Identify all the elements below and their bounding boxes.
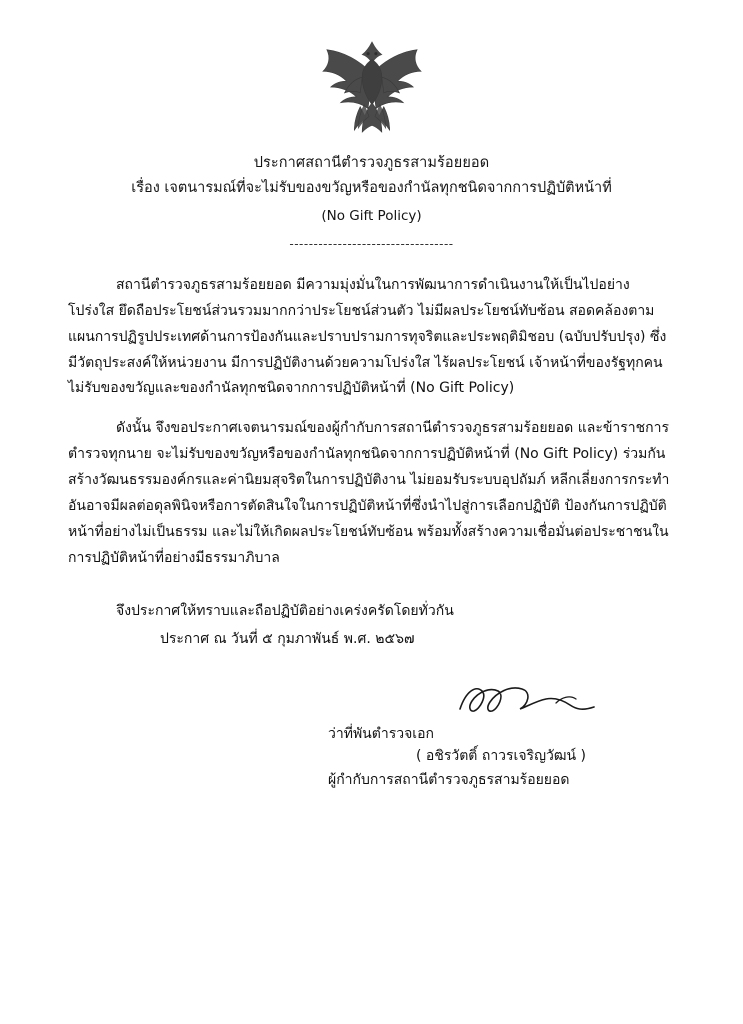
closing-statement: จึงประกาศให้ทราบและถือปฏิบัติอย่างเคร่งครัดโดยทั่วกัน <box>116 602 454 619</box>
signature-mark <box>452 679 602 723</box>
divider: ---------------------------------- <box>289 236 454 251</box>
paragraph: สถานีตำรวจภูธรสามร้อยยอด มีความมุ่งมั่นในการพัฒนาการดำเนินงานให้เป็นไปอย่างโปร่งใส ยึดถือประโยชน์ส่วนรวมมากกว่าประโยชน์ส่วนตัว ไม่มีผลประโยชน์ทับซ้อน สอดคล้องตามแผนการปฏิรูปประเทศด้านการป้องกันและปราบปรามการทุจริตและประพฤติมิชอบ (ฉบับปรับปรุง) ซึ่งมีวัตถุประสงค์ให้หน่วยงาน มีการปฏิบัติงานด้วยความโปร่งใส ไร้ผลประโยชน์ เจ้าหน้าที่ของรัฐทุกคนไม่รับของขวัญและของกำนัลทุกชนิดจากการปฏิบัติหน้าที่ (No Gift Policy) <box>68 276 667 397</box>
garuda-emblem <box>313 34 431 142</box>
body-block <box>68 273 675 572</box>
page-title: ประกาศสถานีตำรวจภูธรสามร้อยยอด <box>253 155 490 171</box>
title-block <box>0 152 743 251</box>
paragraph: ดังนั้น จึงขอประกาศเจตนารมณ์ของผู้กำกับการสถานีตำรวจภูธรสามร้อยยอด และข้าราชการตำรวจทุกนาย จะไม่รับของขวัญหรือของกำนัลทุกชนิดจากการปฏิบัติหน้าที่ (No Gift Policy) ร่วมกันสร้างวัฒนธรรมองค์กรและค่านิยมสุจริตในการปฏิบัติงาน ไม่ยอมรับระบบอุปถัมภ์ หลีกเลี่ยงการกระทำอันอาจมีผลต่อดุลพินิจหรือการตัดสินใจในการปฏิบัติหน้าที่ซึ่งนำไปสู่การเลือกปฏิบัติ ป้องกันการปฏิบัติหน้าที่อย่างไม่เป็นธรรม และไม่ให้เกิดผลประโยชน์ทับซ้อน พร้อมทั้งสร้างความเชื่อมั่นต่อประชาชนในการปฏิบัติหน้าที่อย่างมีธรรมาภิบาล <box>68 420 670 566</box>
closing-block <box>68 598 675 799</box>
signer-rank: ว่าที่พันตำรวจเอก <box>328 725 434 742</box>
policy-label: (No Gift Policy) <box>321 207 422 224</box>
page-subtitle: เรื่อง เจตนารมณ์ที่จะไม่รับของขวัญหรือของกำนัลทุกชนิดจากการปฏิบัติหน้าที่ <box>131 180 612 197</box>
date-line: ประกาศ ณ วันที่ ๕ กุมภาพันธ์ พ.ศ. ๒๕๖๗ <box>160 631 415 648</box>
signer-position: ผู้กำกับการสถานีตำรวจภูธรสามร้อยยอด <box>328 771 570 788</box>
signer-name: ( อชิรวัตติ์ ถาวรเจริญวัฒน์ ) <box>416 747 586 764</box>
signature-block <box>68 679 675 799</box>
emblem-container <box>0 0 743 142</box>
